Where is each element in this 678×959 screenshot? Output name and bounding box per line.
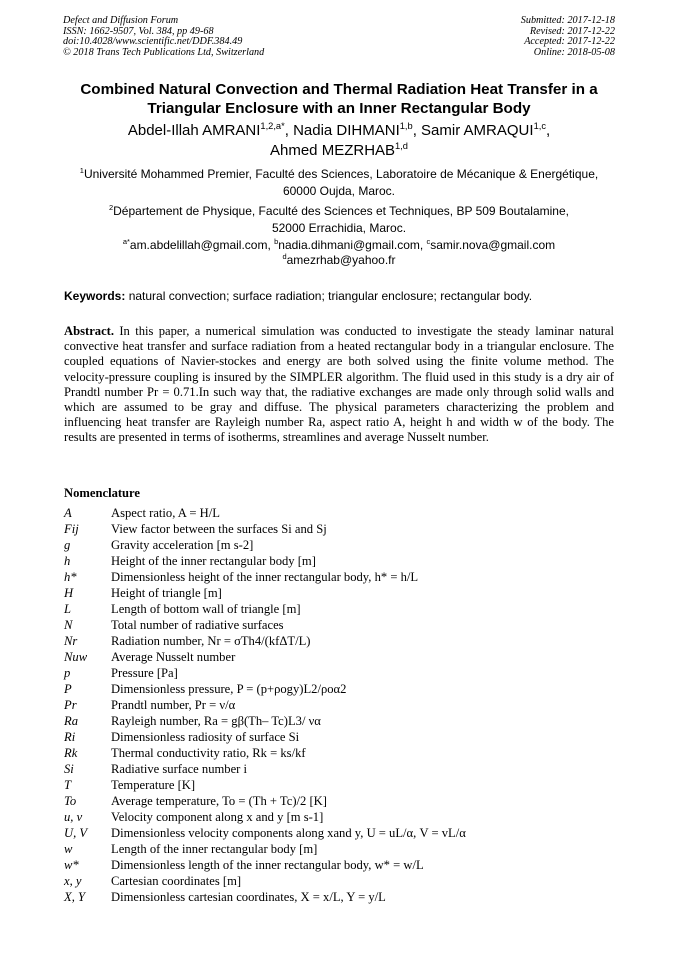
nomenclature-definition: Dimensionless pressure, P = (p+ρogy)L2/ρoα2 <box>111 682 347 696</box>
keywords-text: natural convection; surface radiation; triangular enclosure; rectangular body. <box>125 289 533 303</box>
email-d-sup: d <box>282 252 287 261</box>
nomenclature-definition: Thermal conductivity ratio, Rk = ks/kf <box>111 746 306 760</box>
email-b-sup: b <box>274 237 279 246</box>
nomenclature-symbol: x, y <box>64 874 82 888</box>
nomenclature-row <box>64 745 624 761</box>
nomenclature-symbol: U, V <box>64 826 88 840</box>
title-line-1: Combined Natural Convection and Thermal Radiation Heat Transfer in a <box>80 81 598 98</box>
nomenclature-symbol: g <box>64 538 71 552</box>
nomenclature-definition: Dimensionless cartesian coordinates, X = x/L, Y = y/L <box>111 890 386 904</box>
email-c[interactable]: samir.nova@gmail.com <box>430 238 556 252</box>
nomenclature-row <box>64 793 624 809</box>
nomenclature-symbol: A <box>64 506 72 520</box>
nomenclature-row <box>64 761 624 777</box>
nomenclature-row <box>64 713 624 729</box>
journal-doi: doi:10.4028/www.scientific.net/DDF.384.49 <box>63 36 243 48</box>
nomenclature-row <box>64 665 624 681</box>
nomenclature-row <box>64 617 624 633</box>
nomenclature-row <box>64 729 624 745</box>
nomenclature-row <box>64 633 624 649</box>
nomenclature-symbol: Ra <box>64 714 78 728</box>
abstract-label: Abstract. <box>64 324 115 338</box>
nomenclature-definition: Temperature [K] <box>111 778 196 792</box>
revised-date: Revised: 2017-12-22 <box>529 25 615 37</box>
author-4: Ahmed MEZRHAB <box>270 142 396 159</box>
author-4-sup: 1,d <box>395 141 408 151</box>
nomenclature-definition: Dimensionless velocity components along xand y, U = uL/α, V = vL/α <box>111 826 466 840</box>
nomenclature-row <box>64 537 624 553</box>
nomenclature-heading: Nomenclature <box>64 486 141 500</box>
nomenclature-definition: Length of the inner rectangular body [m] <box>111 842 318 856</box>
nomenclature-symbol: p <box>64 666 71 680</box>
nomenclature-definition: Radiation number, Nr = σTh4/(kfΔT/L) <box>111 634 311 648</box>
nomenclature-symbol: Pr <box>64 698 77 712</box>
nomenclature-row <box>64 873 624 889</box>
nomenclature-definition: Dimensionless length of the inner rectangular body, w* = w/L <box>111 858 424 872</box>
nomenclature-definition: Dimensionless height of the inner rectangular body, h* = h/L <box>111 570 419 584</box>
nomenclature-row <box>64 601 624 617</box>
nomenclature-definition: Cartesian coordinates [m] <box>111 874 242 888</box>
nomenclature-symbol: h* <box>64 570 77 584</box>
nomenclature-row <box>64 825 624 841</box>
author-3-sup: 1,c <box>533 121 546 131</box>
nomenclature-symbol: w* <box>64 858 79 872</box>
title-line-2: Triangular Enclosure with an Inner Rectangular Body <box>147 100 531 117</box>
nomenclature-row <box>64 809 624 825</box>
nomenclature-symbol: w <box>64 842 73 856</box>
nomenclature-definition: Height of triangle [m] <box>111 586 222 600</box>
nomenclature-definition: Pressure [Pa] <box>111 666 178 680</box>
nomenclature-symbol: Fij <box>64 522 79 536</box>
nomenclature-symbol: Ri <box>64 730 76 744</box>
affiliation-2-sup: 2 <box>109 203 114 212</box>
affiliation-1-line-1: Université Mohammed Premier, Faculté des Sciences, Laboratoire de Mécanique & Energétique, <box>83 167 599 181</box>
affiliation-2 <box>40 203 638 236</box>
journal-issn: ISSN: 1662-9507, Vol. 384, pp 49-68 <box>63 25 214 37</box>
nomenclature-list <box>64 505 624 905</box>
affiliation-1 <box>40 166 638 199</box>
nomenclature-symbol: T <box>64 778 72 792</box>
email-b[interactable]: nadia.dihmani@gmail.com, <box>278 238 427 252</box>
author-list <box>40 121 638 161</box>
nomenclature-symbol: X, Y <box>64 890 85 904</box>
author-sep: , <box>284 122 294 139</box>
affiliation-1-sup: 1 <box>79 166 84 175</box>
email-a[interactable]: am.abdelillah@gmail.com, <box>129 238 275 252</box>
nomenclature-definition: Average temperature, To = (Th + Tc)/2 [K] <box>111 794 327 808</box>
nomenclature-row <box>64 697 624 713</box>
author-trail: , <box>545 122 551 139</box>
nomenclature-row <box>64 841 624 857</box>
nomenclature-definition: Aspect ratio, A = H/L <box>111 506 220 520</box>
nomenclature-symbol: Rk <box>64 746 78 760</box>
email-d[interactable]: amezrhab@yahoo.fr <box>286 253 396 267</box>
nomenclature-symbol: Si <box>64 762 74 776</box>
affiliation-2-line-1: Département de Physique, Faculté des Sciences et Techniques, BP 509 Boutalamine, <box>113 204 569 218</box>
nomenclature-row <box>64 857 624 873</box>
affiliation-2-line-2: 52000 Errachidia, Maroc. <box>271 220 407 235</box>
author-2-sup: 1,b <box>399 121 413 131</box>
nomenclature-row <box>64 585 624 601</box>
nomenclature-definition: Dimensionless radiosity of surface Si <box>111 730 300 744</box>
nomenclature-row <box>64 505 624 521</box>
nomenclature-row <box>64 889 624 905</box>
author-sep: , <box>412 122 422 139</box>
nomenclature-row <box>64 681 624 697</box>
nomenclature-symbol: u, v <box>64 810 83 824</box>
keywords-label: Keywords: <box>64 289 126 303</box>
author-1: Abdel-Illah AMRANI <box>127 122 261 139</box>
online-date: Online: 2018-05-08 <box>533 46 615 58</box>
nomenclature-definition: View factor between the surfaces Si and Sj <box>111 522 327 536</box>
nomenclature-row <box>64 553 624 569</box>
affiliation-1-line-2: 60000 Oujda, Maroc. <box>282 183 396 198</box>
nomenclature-symbol: Nuw <box>64 650 88 664</box>
nomenclature-definition: Height of the inner rectangular body [m] <box>111 554 316 568</box>
journal-name: Defect and Diffusion Forum <box>63 15 179 26</box>
submission-dates <box>521 16 615 58</box>
nomenclature-symbol: Nr <box>64 634 78 648</box>
nomenclature-row <box>64 569 624 585</box>
nomenclature-symbol: H <box>64 586 74 600</box>
author-1-sup: 1,2,a* <box>260 121 285 131</box>
nomenclature-symbol: h <box>64 554 71 568</box>
nomenclature-definition: Rayleigh number, Ra = gβ(Th– Tc)L3/ να <box>111 714 321 728</box>
abstract-text: In this paper, a numerical simulation was conducted to investigate the steady laminar natural convective heat transfer and surface radiation from a heated rectangular body in a triangular enclosure. The coupled equations of Navier-stockes and energy are both solved using the finite volume method. The velocity-pressure coupling is insured by the SIMPLER algorithm. The fluid used in this study is a dry air of Prandtl number Pr = 0.71.In such way that, the radiative exchanges are made only through solid walls and which are assumed to be gray and diffuse. The physical parameters characterizing the problem and influencing heat transfer are Rayleigh number Ra, aspect ratio A, height h and width w of the body. The results are presented in terms of isotherms, streamlines and average Nusselt number. <box>64 324 614 445</box>
author-2: Nadia DIHMANI <box>293 122 400 139</box>
nomenclature-symbol: L <box>64 602 72 616</box>
nomenclature-definition: Radiative surface number i <box>111 762 248 776</box>
nomenclature-definition: Total number of radiative surfaces <box>111 618 284 632</box>
nomenclature-symbol: N <box>64 618 73 632</box>
nomenclature-definition: Velocity component along x and y [m s-1] <box>111 810 324 824</box>
nomenclature-row <box>64 777 624 793</box>
accepted-date: Accepted: 2017-12-22 <box>524 36 615 48</box>
paper-title <box>40 80 638 118</box>
author-emails <box>40 238 638 268</box>
nomenclature-symbol: P <box>64 682 72 696</box>
keywords <box>64 289 614 304</box>
journal-copyright: © 2018 Trans Tech Publications Ltd, Switzerland <box>63 46 265 58</box>
submitted-date: Submitted: 2017-12-18 <box>520 15 615 26</box>
nomenclature-symbol: To <box>64 794 77 808</box>
nomenclature-definition: Average Nusselt number <box>111 650 236 664</box>
email-a-sup: a* <box>122 237 130 246</box>
nomenclature-row <box>64 649 624 665</box>
email-c-sup: c <box>426 237 431 246</box>
journal-info <box>63 16 264 58</box>
nomenclature-definition: Length of bottom wall of triangle [m] <box>111 602 301 616</box>
nomenclature-definition: Prandtl number, Pr = ν/α <box>111 698 236 712</box>
nomenclature-definition: Gravity acceleration [m s-2] <box>111 538 254 552</box>
author-3: Samir AMRAQUI <box>421 122 534 139</box>
abstract <box>64 324 614 446</box>
nomenclature-row <box>64 521 624 537</box>
